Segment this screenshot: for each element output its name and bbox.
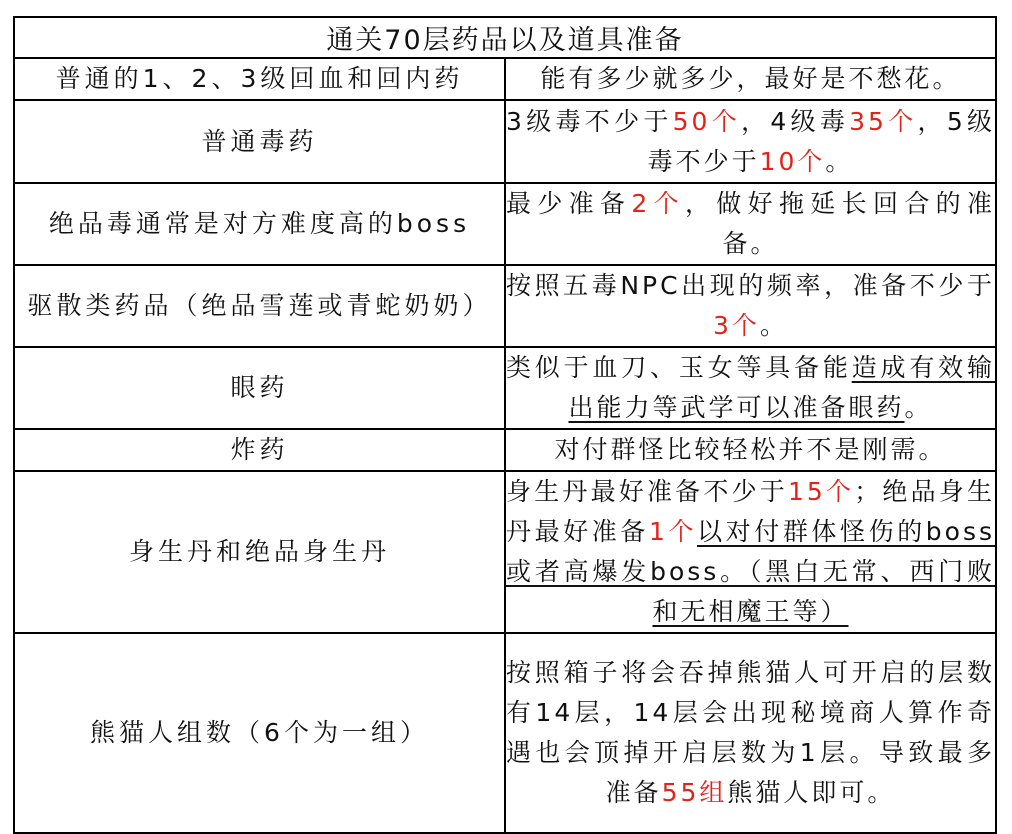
prep-table bbox=[13, 16, 997, 834]
note-cell bbox=[505, 265, 996, 347]
note-text: ，5级毒不少于 bbox=[647, 106, 996, 176]
note-text: ，4级毒 bbox=[741, 106, 850, 136]
note-text: 类似于血刀、玉女等具备能 bbox=[506, 353, 852, 382]
highlight-count: 55组 bbox=[661, 778, 728, 807]
highlight-count: 50个 bbox=[672, 106, 742, 136]
table-title: 通关70层药品以及道具准备 bbox=[14, 17, 996, 58]
item-cell: 绝品毒通常是对方难度高的boss bbox=[14, 183, 505, 265]
highlight-count: 15个 bbox=[787, 477, 855, 506]
underlined-text: 以对付群体怪伤的boss或者高爆发boss。（黑白无常、西门败和无相魔王等） bbox=[506, 517, 996, 626]
highlight-count: 1个 bbox=[648, 517, 698, 546]
highlight-count: 2个 bbox=[631, 189, 685, 218]
note-cell: 对付群怪比较轻松并不是刚需。 bbox=[505, 429, 996, 471]
item-cell: 驱散类药品（绝品雪莲或青蛇奶奶） bbox=[14, 265, 505, 347]
item-cell: 身生丹和绝品身生丹 bbox=[14, 471, 505, 633]
item-cell: 炸药 bbox=[14, 429, 505, 471]
highlight-count: 35个 bbox=[849, 106, 918, 136]
item-cell: 眼药 bbox=[14, 347, 505, 429]
table-row bbox=[14, 633, 996, 833]
note-cell bbox=[505, 183, 996, 265]
item-cell: 普通毒药 bbox=[14, 100, 505, 183]
note-cell bbox=[505, 471, 996, 633]
table-row bbox=[14, 183, 996, 265]
highlight-count: 10个 bbox=[759, 146, 826, 176]
table-row bbox=[14, 347, 996, 429]
table-row bbox=[14, 100, 996, 183]
table-row bbox=[14, 471, 996, 633]
highlight-count: 3个 bbox=[713, 311, 760, 340]
item-cell: 普通的1、2、3级回血和回内药 bbox=[14, 58, 505, 100]
note-text: ；绝品身生丹最好准备 bbox=[506, 477, 995, 546]
note-text: ，做好拖延长回合的准备。 bbox=[684, 189, 995, 258]
note-text: 。 bbox=[904, 393, 933, 422]
note-text: 。 bbox=[825, 146, 854, 176]
note-cell bbox=[505, 100, 996, 183]
table-row bbox=[14, 265, 996, 347]
table-row bbox=[14, 58, 996, 100]
note-text: 身生丹最好准备不少于 bbox=[506, 477, 788, 506]
note-text: 按照箱子将会吞掉熊猫人可开启的层数有14层，14层会出现秘境商人算作奇遇也会顶掉开启层数为1层。导致最多准备 bbox=[506, 658, 995, 807]
table-row bbox=[14, 429, 996, 471]
item-cell: 熊猫人组数（6个为一组） bbox=[14, 633, 505, 833]
note-cell bbox=[505, 347, 996, 429]
title-row bbox=[14, 17, 996, 58]
note-cell: 能有多少就多少，最好是不愁花。 bbox=[505, 58, 996, 100]
note-text: 最少准备 bbox=[506, 189, 632, 218]
underlined-text: 造成有效输出能力等武学可以准备眼药 bbox=[568, 353, 995, 422]
note-cell bbox=[505, 633, 996, 833]
note-text: 熊猫人即可。 bbox=[727, 778, 896, 807]
note-text: 按照五毒NPC出现的频率，准备不少于 bbox=[506, 271, 995, 300]
note-text: 。 bbox=[759, 311, 788, 340]
note-text: 3级毒不少于 bbox=[506, 106, 673, 136]
